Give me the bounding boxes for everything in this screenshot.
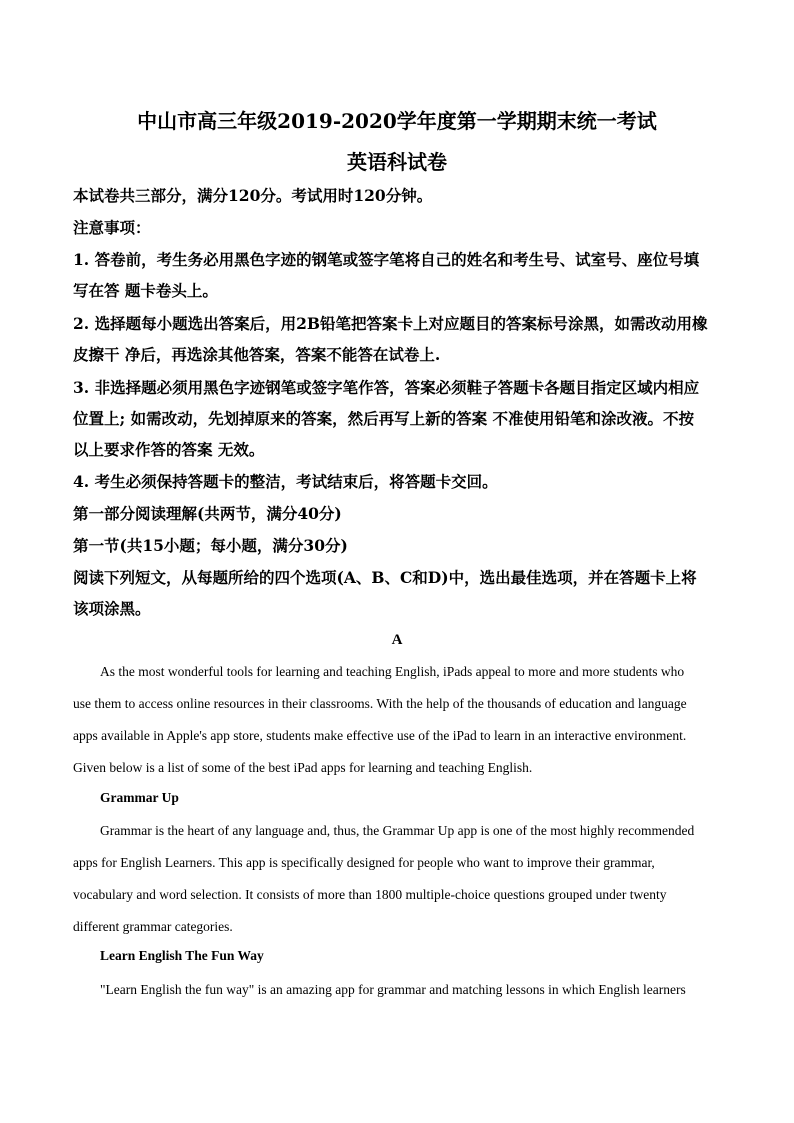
passage-line: apps available in Apple's app store, students make effective use of the iPad to learn in an interactive environment. <box>73 728 687 743</box>
section-one-heading: 第一节(共15小题；每小题，满分30分) <box>73 536 348 555</box>
notice-line: 位置上; 如需改动，先划掉原来的答案，然后再写上新的答案 不准使用铅笔和涂改液。不按 <box>73 409 695 428</box>
notice-line: 3. 非选择题必须用黑色字迹钢笔或签字笔作答，答案必须鞋子答题卡各题目指定区域内相应 <box>73 378 700 397</box>
app-title-learn-english: Learn English The Fun Way <box>100 948 264 963</box>
passage-line: Given below is a list of some of the best iPad apps for learning and teaching English. <box>73 760 533 775</box>
passage-line: vocabulary and word selection. It consists of more than 1800 multiple-choice questions grouped under twenty <box>73 887 667 902</box>
passage-line: use them to access online resources in their classrooms. With the help of the thousands of education and language <box>73 696 687 711</box>
notice-line: 4. 考生必须保持答题卡的整洁，考试结束后，将答题卡交回。 <box>73 472 498 491</box>
passage-line: Grammar is the heart of any language and, thus, the Grammar Up app is one of the most highly recommended <box>100 823 695 838</box>
notice-line: 皮擦干 净后，再选涂其他答案，答案不能答在试卷上. <box>73 345 441 364</box>
exam-title: 中山市高三年级2019-2020学年度第一学期期末统一考试 <box>137 109 657 133</box>
passage-line: apps for English Learners. This app is specifically designed for people who want to improve their grammar, <box>73 855 655 870</box>
instructions-line: 阅读下列短文，从每题所给的四个选项(A、B、C和D)中，选出最佳选项，并在答题卡上将 <box>73 568 697 587</box>
app-title-grammar-up: Grammar Up <box>100 790 179 805</box>
notice-line: 1. 答卷前，考生务必用黑色字迹的钢笔或签字笔将自己的姓名和考生号、试室号、座位号填 <box>73 250 700 269</box>
notice-line: 写在答 题卡卷头上。 <box>73 281 218 300</box>
notice-heading: 注意事项： <box>73 218 151 237</box>
part-one-heading: 第一部分阅读理解(共两节，满分40分) <box>73 504 342 523</box>
passage-line: "Learn English the fun way" is an amazing app for grammar and matching lessons in which English learners <box>100 982 686 997</box>
passage-label: A <box>391 632 403 648</box>
passage-line: different grammar categories. <box>73 919 233 934</box>
notice-line: 以上要求作答的答案 无效。 <box>73 440 265 459</box>
passage-line: As the most wonderful tools for learning and teaching English, iPads appeal to more and more students who <box>100 664 685 679</box>
exam-subject-title: 英语科试卷 <box>347 150 447 174</box>
instructions-line: 该项涂黑。 <box>73 599 151 618</box>
exam-summary: 本试卷共三部分，满分120分。考试用时120分钟。 <box>73 186 433 205</box>
notice-line: 2. 选择题每小题选出答案后，用2B铅笔把答案卡上对应题目的答案标号涂黑，如需改动用橡 <box>73 314 708 333</box>
